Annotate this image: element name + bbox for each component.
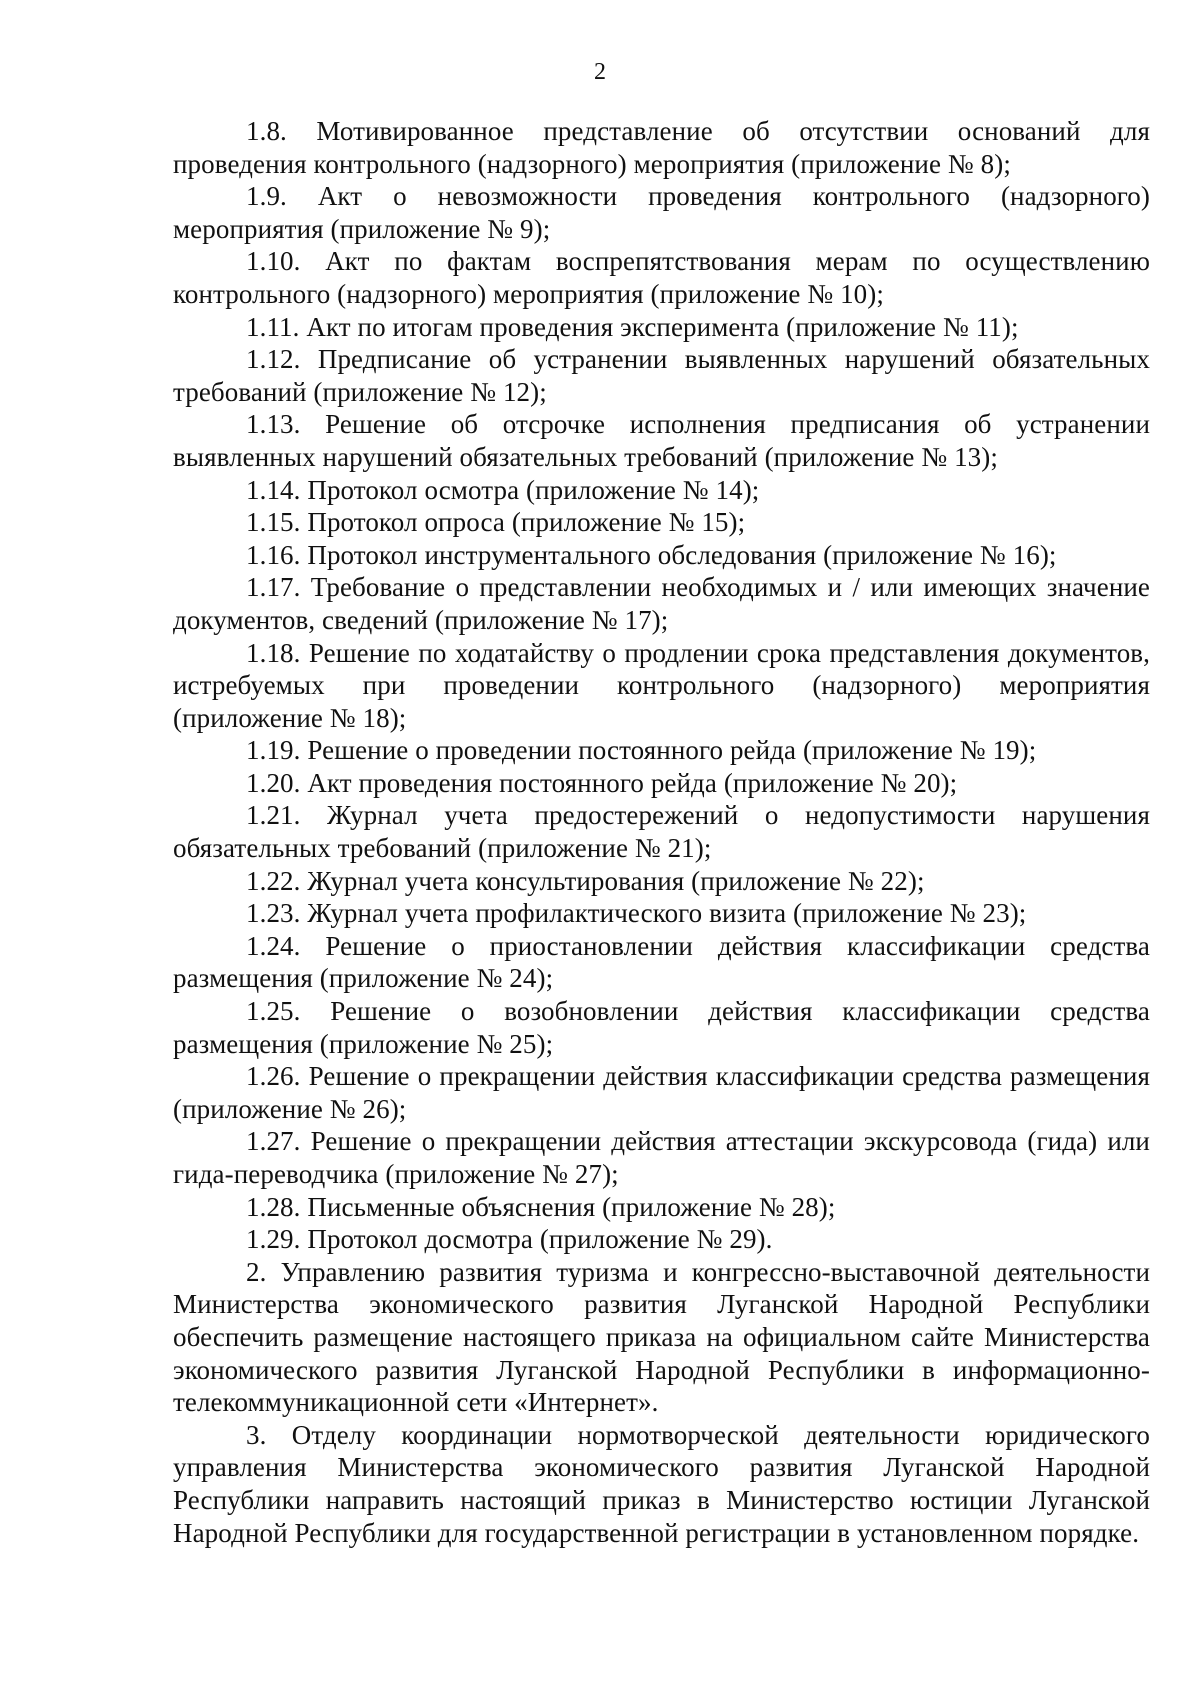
page-number: 2 [594, 59, 606, 85]
list-item: 1.25. Решение о возобновлении действия классификации средства размещения (приложение № 25); [173, 996, 1150, 1059]
list-item: 1.9. Акт о невозможности проведения контрольного (надзорного) мероприятия (приложение № 9); [173, 181, 1150, 244]
list-item: 1.8. Мотивированное представление об отсутствии оснований для проведения контрольного (надзорного) мероприятия (приложение № 8); [173, 116, 1150, 179]
list-item: 1.26. Решение о прекращении действия классификации средства размещения (приложение № 26); [173, 1061, 1150, 1124]
numbered-paragraph: 2. Управлению развития туризма и конгрессно-выставочной деятельности Министерства экономического развития Луганской Народной Республики обеспечить размещение настоящего приказа на официальном сайте Министерства экономического развития Луганской Народной Республики в информационно-телекоммуникационной сети «Интернет». [173, 1256, 1150, 1418]
document-body [173, 115, 1150, 1549]
list-item: 1.20. Акт проведения постоянного рейда (приложение № 20); [246, 767, 958, 798]
list-item: 1.17. Требование о представлении необходимых и / или имеющих значение документов, сведений (приложение № 17); [173, 572, 1150, 635]
list-item: 1.27. Решение о прекращении действия аттестации экскурсовода (гида) или гида-переводчика (приложение № 27); [173, 1126, 1150, 1189]
list-item: 1.24. Решение о приостановлении действия классификации средства размещения (приложение № 24); [173, 930, 1150, 994]
list-item: 1.23. Журнал учета профилактического визита (приложение № 23); [246, 898, 1027, 929]
list-item: 1.21. Журнал учета предостережений о недопустимости нарушения обязательных требований (приложение № 21); [173, 800, 1150, 864]
list-item: 1.19. Решение о проведении постоянного рейда (приложение № 19); [246, 735, 1037, 766]
list-item: 1.12. Предписание об устранении выявленных нарушений обязательных требований (приложение № 12); [173, 344, 1150, 407]
list-item: 1.14. Протокол осмотра (приложение № 14); [246, 474, 760, 505]
list-item: 1.13. Решение об отсрочке исполнения предписания об устранении выявленных нарушений обязательных требований (приложение № 13); [173, 409, 1150, 472]
list-item: 1.29. Протокол досмотра (приложение № 29). [246, 1224, 773, 1255]
list-item: 1.16. Протокол инструментального обследования (приложение № 16); [246, 539, 1057, 570]
list-item: 1.10. Акт по фактам воспрепятствования мерам по осуществлению контрольного (надзорного) мероприятия (приложение № 10); [173, 246, 1150, 309]
list-item: 1.11. Акт по итогам проведения эксперимента (приложение № 11); [246, 311, 1019, 342]
list-item: 1.22. Журнал учета консультирования (приложение № 22); [246, 865, 925, 896]
list-item: 1.15. Протокол опроса (приложение № 15); [246, 507, 746, 538]
numbered-paragraph: 3. Отделу координации нормотворческой деятельности юридического управления Министерства экономического развития Луганской Народной Республики направить настоящий приказ в Министерство юстиции Луганской Народной Республики для государственной регистрации в установленном порядке. [173, 1419, 1150, 1548]
list-item: 1.28. Письменные объяснения (приложение № 28); [246, 1191, 836, 1222]
list-item: 1.18. Решение по ходатайству о продлении срока представления документов, истребуемых при проведении контрольного (надзорного) мероприятия (приложение № 18); [173, 637, 1150, 733]
